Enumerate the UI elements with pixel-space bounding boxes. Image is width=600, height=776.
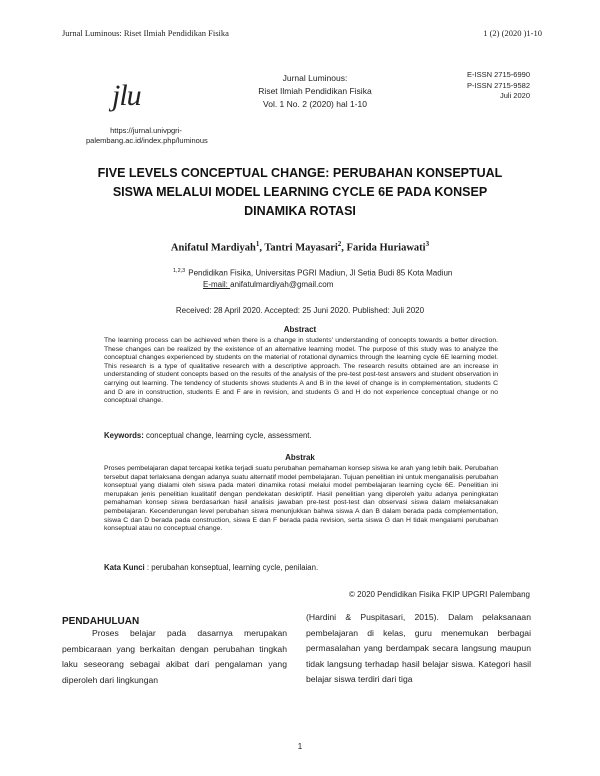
keywords	[104, 431, 504, 440]
journal-name: Jurnal Luminous:	[282, 73, 348, 83]
title-line-2: SISWA MELALUI MODEL LEARNING CYCLE 6E PADA KONSEP	[112, 185, 488, 199]
author-2: Tantri Mayasari	[264, 242, 338, 254]
intro-right-column: (Hardini & Puspitasari, 2015). Dalam pelaksanaan pembelajaran di kelas, guru menemukan berbagai permasalahan yang berdampak secara langsung maupun tidak langsung terhadap hasil belajar siswa. Kategori hasil belajar siswa terdiri dari tiga	[306, 612, 531, 684]
journal-logo: jlu	[112, 79, 141, 112]
author-1: Anifatul Mardiyah	[170, 242, 256, 254]
kata-kunci-label: Kata Kunci	[104, 563, 145, 572]
journal-info	[230, 72, 400, 111]
kata-kunci	[104, 563, 504, 572]
kata-kunci-text: : perubahan konseptual, learning cycle, penilaian.	[146, 563, 319, 572]
email-address[interactable]: anifatulmardiyah@gmail.com	[230, 279, 334, 289]
page-number: 1	[297, 742, 303, 751]
journal-url-line2[interactable]: palembang.ac.id/index.php/luminous	[86, 135, 208, 145]
email-label: E-mail:	[203, 279, 231, 289]
running-head-pages: 1 (2) (2020 )1-10	[483, 28, 542, 38]
author-3: Farida Huriawati	[346, 242, 426, 254]
issn-block	[440, 70, 530, 102]
running-head-journal: Jurnal Luminous: Riset Ilmiah Pendidikan Fisika	[62, 28, 229, 38]
title-line-3: DINAMIKA ROTASI	[244, 204, 356, 218]
authors: Anifatul Mardiyah$^1$, Tantri Mayasari$^2$, Farida Huriawati$^3$	[170, 240, 430, 254]
section-heading-pendahuluan: PENDAHULUAN	[62, 616, 140, 627]
abstract-text: The learning process can be achieved when there is a change in students' understanding of concepts towards a better direction. These changes can be realized by the existence of an alternative learning model. The purpose of this study was to analyze the conceptual changes experienced by students on the material of rotational dynamics through the learning cycle 6E learning model. This research is a type of qualitative research with a descriptive approach. The research results obtained are an increase in understanding of student concepts based on the results of the analysis of the pre-test post-test answers and student observation in carrying out learning. The tendency of students shows students A and B in the level of change is in complementation, students C and D are in construction, students E and F are in revision, and students G and H do not experience conceptual change or no conceptual change.	[104, 337, 498, 405]
issue-date: Juli 2020	[499, 91, 530, 100]
keywords-label: Keywords:	[104, 431, 144, 440]
journal-url-line1[interactable]: https://jurnal.univpgri-	[110, 126, 182, 135]
affiliation	[173, 266, 493, 290]
author-2-sup: 2	[337, 240, 342, 248]
abstract-heading: Abstract	[283, 325, 317, 334]
affiliation-text: Pendidikan Fisika, Universitas PGRI Madiun, Jl Setia Budi 85 Kota Madiun	[188, 268, 453, 278]
abstrak-heading: Abstrak	[285, 453, 315, 462]
affiliation-sup: 1,2,3	[173, 268, 186, 274]
paper-title	[70, 164, 530, 221]
journal-url[interactable]	[86, 126, 206, 145]
received-dates: Received: 28 April 2020. Accepted: 25 Juni 2020. Published: Juli 2020	[175, 306, 425, 315]
journal-subtitle: Riset Ilmiah Pendidikan Fisika	[258, 86, 372, 96]
title-line-1: FIVE LEVELS CONCEPTUAL CHANGE: PERUBAHAN KONSEPTUAL	[97, 166, 503, 180]
running-head	[62, 28, 542, 38]
author-3-sup: 3	[425, 240, 430, 248]
e-issn: E-ISSN 2715-6990	[467, 70, 530, 79]
journal-volume: Vol. 1 No. 2 (2020) hal 1-10	[263, 99, 367, 109]
author-1-sup: 1	[255, 240, 260, 248]
abstrak-text: Proses pembelajaran dapat tercapai ketika terjadi suatu perubahan pemahaman konsep siswa ke arah yang lebih baik. Perubahan tersebut dapat terlaksana dengan adanya suatu alternatif model pembelajaran. Tujuan penelitian ini untuk menganalisis perubahan konseptual yang dialami oleh siswa pada materi dinamika rotasi melalui model pembelajaran learning cycle 6E. Penelitian ini merupakan jenis penelitian kualitatif dengan pendekatan deskriptif. Hasil penelitian yang diperoleh yaitu adanya peningkatan pemahaman konsep siswa berdasarkan hasil analisis jawaban pre-test post-test dan observasi siswa dalam melaksanakan pembelajaran. Kecenderungan level perubahan siswa menunjukkan bahwa siswa A dan B dalam berada pada complementation, siswa C dan D berada pada construction, siswa E dan F berada pada revision, serta siswa G dan H tidak mengalami perubahan konseptual atau no conceptual change.	[104, 465, 498, 533]
copyright: © 2020 Pendidikan Fisika FKIP UPGRI Palembang	[349, 590, 530, 599]
intro-left-column: Proses belajar pada dasarnya merupakan pembicaraan yang berkaitan dengan perubahan tingkah laku seseorang sebagai akibat dari pengalaman yang diperoleh dari lingkungan	[62, 628, 287, 685]
p-issn: P-ISSN 2715-9582	[467, 80, 530, 90]
keywords-text: conceptual change, learning cycle, assessment.	[146, 431, 312, 440]
